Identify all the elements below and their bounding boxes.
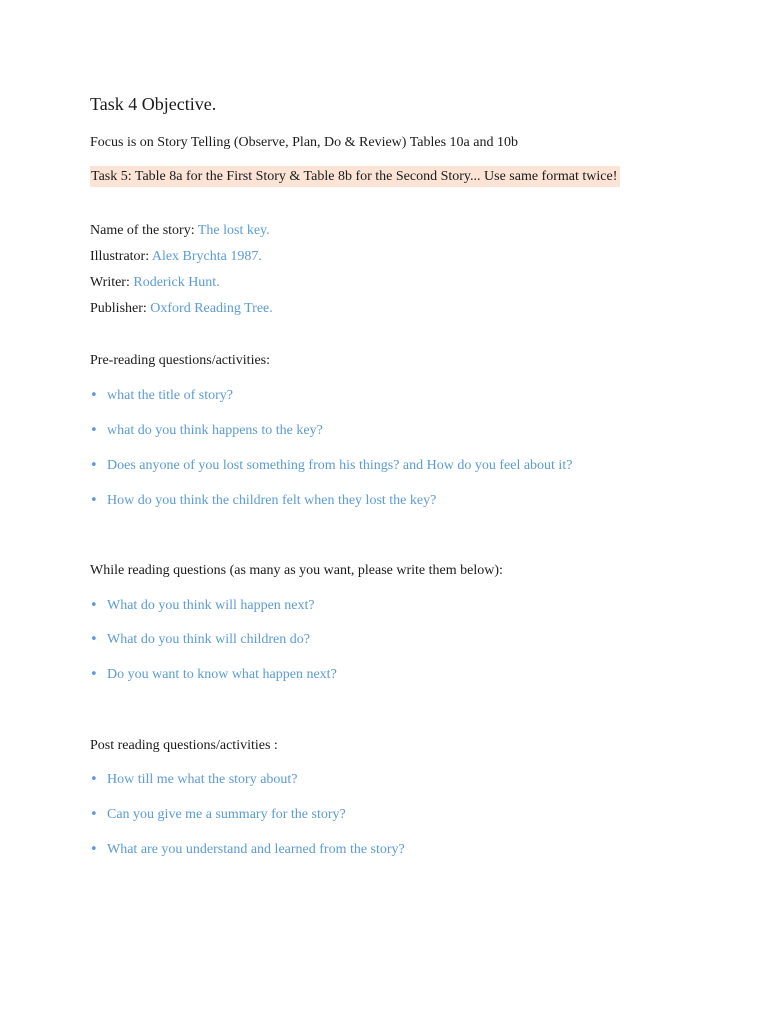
story-name-label: Name of the story: [90, 223, 198, 238]
list-item-text: What do you think will children do? [107, 632, 310, 647]
list-item [90, 841, 405, 858]
list-item-text: What do you think will happen next? [107, 598, 315, 613]
writer-value: Roderick Hunt. [133, 275, 220, 290]
list-item-text: Does anyone of you lost something from his things? and How do you feel about it? [107, 458, 573, 473]
story-name-value: The lost key. [197, 223, 270, 238]
writer-label: Writer: [90, 275, 134, 290]
bullet-icon: • [90, 423, 98, 438]
story-name-row [90, 222, 270, 239]
bullet-icon: • [90, 493, 98, 508]
list-item [90, 492, 436, 509]
bullet-icon: • [90, 772, 98, 787]
list-item [90, 806, 346, 823]
illustrator-value: Alex Brychta 1987. [151, 249, 262, 264]
publisher-label: Publisher: [90, 301, 151, 316]
list-item [90, 457, 572, 474]
pre-reading-heading: Pre-reading questions/activities: [90, 353, 271, 368]
publisher-row [90, 300, 273, 317]
list-item [90, 422, 323, 439]
bullet-icon: • [90, 667, 98, 682]
list-item [90, 666, 337, 683]
task5-highlight: Task 5: Table 8a for the First Story & Table 8b for the Second Story... Use same format twice! [90, 166, 620, 187]
bullet-icon: • [90, 807, 98, 822]
list-item-text: what do you think happens to the key? [107, 423, 323, 438]
list-item-text: What are you understand and learned from the story? [107, 842, 405, 857]
illustrator-label: Illustrator: [90, 249, 152, 264]
list-item [90, 771, 298, 788]
list-item-text: How do you think the children felt when they lost the key? [107, 493, 437, 508]
page-title: Task 4 Objective. [90, 94, 217, 114]
illustrator-row [90, 248, 262, 265]
bullet-icon: • [90, 388, 98, 403]
list-item-text: what the title of story? [107, 388, 233, 403]
post-reading-heading: Post reading questions/activities : [90, 738, 278, 753]
bullet-icon: • [90, 458, 98, 473]
bullet-icon: • [90, 632, 98, 647]
writer-row [90, 274, 220, 291]
list-item [90, 597, 315, 614]
list-item [90, 631, 310, 648]
while-reading-heading: While reading questions (as many as you want, please write them below): [90, 563, 503, 578]
list-item-text: Can you give me a summary for the story? [107, 807, 346, 822]
list-item-text: How till me what the story about? [107, 772, 298, 787]
focus-statement: Focus is on Story Telling (Observe, Plan, Do & Review) Tables 10a and 10b [90, 135, 518, 150]
publisher-value: Oxford Reading Tree. [150, 301, 273, 316]
bullet-icon: • [90, 598, 98, 613]
list-item-text: Do you want to know what happen next? [107, 667, 337, 682]
bullet-icon: • [90, 842, 98, 857]
list-item [90, 387, 233, 404]
